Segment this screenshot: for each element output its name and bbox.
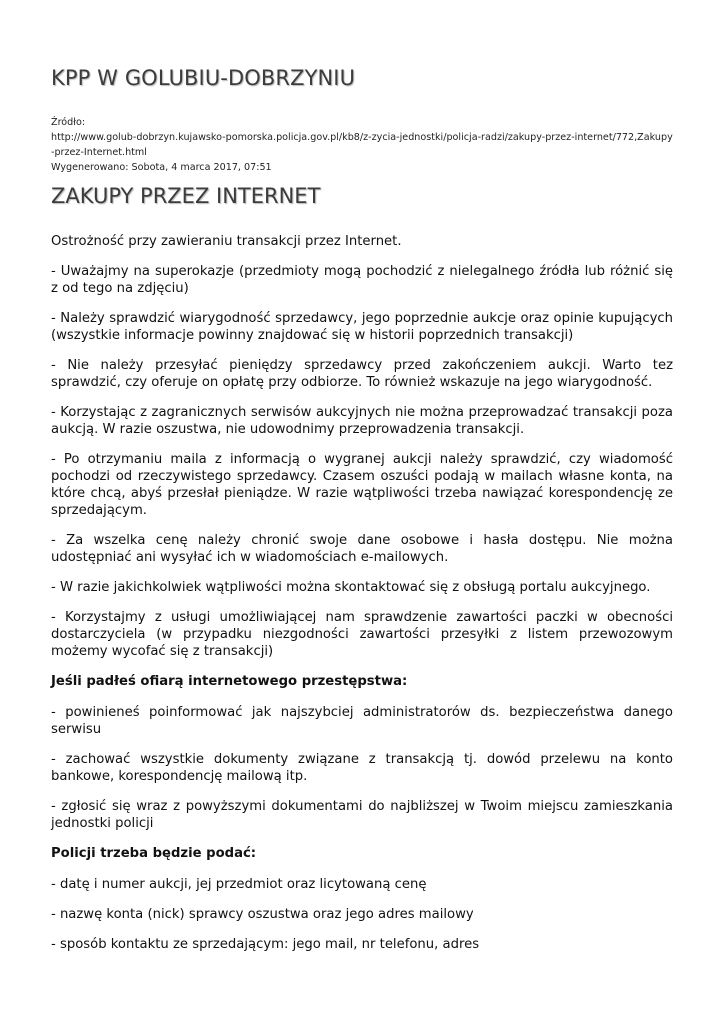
source-url[interactable]: http://www.golub-dobrzyn.kujawsko-pomorska.policja.gov.pl/kb8/z-zycia-jednostki/policja-radzi/zakupy-przez-internet/772,Zakupy-przez-Internet.html <box>51 132 673 158</box>
victim-step: - zgłosić się wraz z powyższymi dokumentami do najbliższej w Twoim miejscu zamieszkania jednostki policji <box>51 799 673 831</box>
police-item: - datę i numer aukcji, jej przedmiot oraz licytowaną cenę <box>51 877 427 892</box>
tip-paragraph: - Korzystając z zagranicznych serwisów aukcyjnych nie można przeprowadzać transakcji poza aukcją. W razie oszustwa, nie udowodnimy przeprowadzenia transakcji. <box>51 405 673 437</box>
site-title: KPP W GOLUBIU-DOBRZYNIU <box>51 66 356 90</box>
police-heading: Policji trzeba będzie podać: <box>51 846 257 861</box>
tip-paragraph: - Nie należy przesyłać pieniędzy sprzedawcy przed zakończeniem aukcji. Warto tez sprawdzić, czy oferuje on opłatę przy odbiorze. To również wskazuje na jego wiarygodność. <box>51 358 673 390</box>
tip-paragraph: - Po otrzymaniu maila z informacją o wygranej aukcji należy sprawdzić, czy wiadomość pochodzi od rzeczywistego sprzedawcy. Czasem oszuści podają w mailach własne konta, na które chcą, abyś przesłał pieniądze. W razie wątpliwości trzeba nawiązać korespondencję ze sprzedającym. <box>51 452 673 518</box>
victim-heading: Jeśli padłeś ofiarą internetowego przestępstwa: <box>51 674 408 689</box>
generated-timestamp: Wygenerowano: Sobota, 4 marca 2017, 07:51 <box>51 162 272 173</box>
tip-paragraph: - Należy sprawdzić wiarygodność sprzedawcy, jego poprzednie aukcje oraz opinie kupujących (wszystkie informacje powinny znajdować się w historii poprzednich transakcji) <box>51 311 673 343</box>
article-body <box>51 233 673 966</box>
tip-paragraph: - Korzystajmy z usługi umożliwiającej nam sprawdzenie zawartości paczki w obecności dostarczyciela (w przypadku niezgodności zawartości przesyłki z listem przewozowym możemy wycofać się z transakcji) <box>51 610 673 659</box>
document-meta <box>51 115 673 175</box>
intro-paragraph: Ostrożność przy zawieraniu transakcji przez Internet. <box>51 234 402 249</box>
tip-paragraph: - Uważajmy na superokazje (przedmioty mogą pochodzić z nielegalnego źródła lub różnić się z od tego na zdjęciu) <box>51 264 673 296</box>
victim-step: - zachować wszystkie dokumenty związane z transakcją tj. dowód przelewu na konto bankowe, korespondencję mailową itp. <box>51 752 673 784</box>
police-item: - nazwę konta (nick) sprawcy oszustwa oraz jego adres mailowy <box>51 907 474 922</box>
tip-paragraph: - Za wszelka cenę należy chronić swoje dane osobowe i hasła dostępu. Nie można udostępniać ani wysyłać ich w wiadomościach e-mailowych. <box>51 533 673 565</box>
police-item: - sposób kontaktu ze sprzedającym: jego mail, nr telefonu, adres <box>51 937 480 952</box>
article-title: ZAKUPY PRZEZ INTERNET <box>51 184 321 208</box>
victim-step: - powinieneś poinformować jak najszybciej administratorów ds. bezpieczeństwa danego serwisu <box>51 705 673 737</box>
source-label: Źródło: <box>51 117 86 128</box>
tip-paragraph: - W razie jakichkolwiek wątpliwości można skontaktować się z obsługą portalu aukcyjnego. <box>51 580 651 595</box>
